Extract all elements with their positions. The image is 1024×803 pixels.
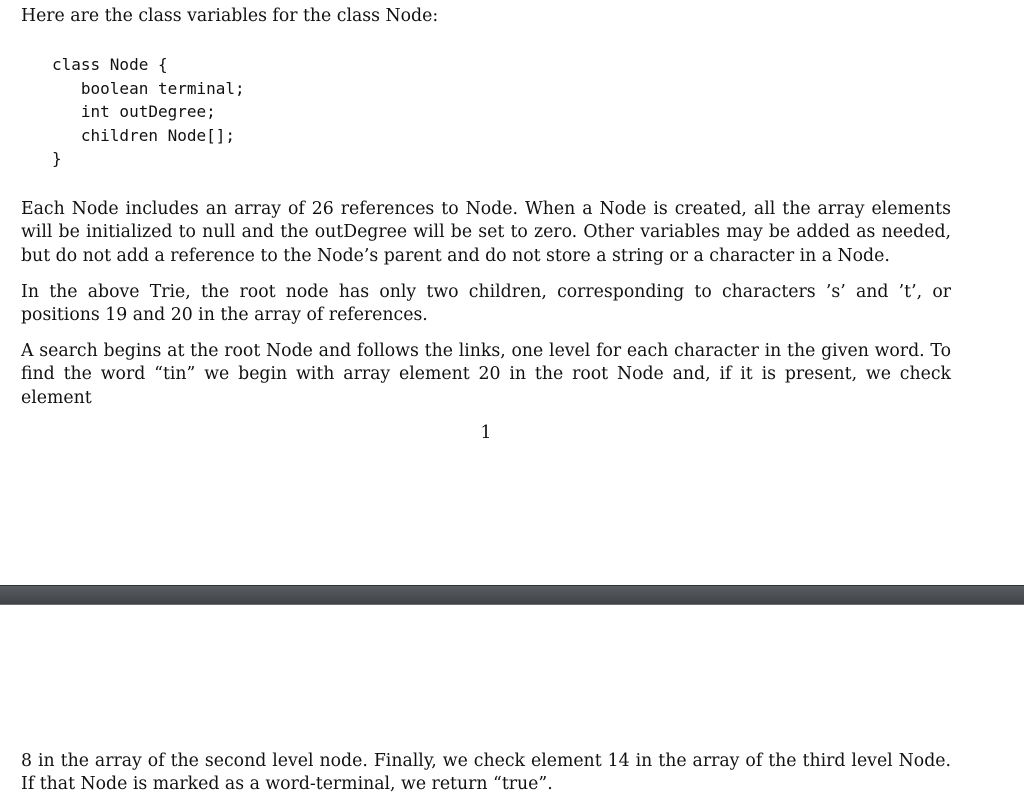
code-line: children Node[]; (52, 125, 236, 145)
code-line: } (52, 149, 62, 168)
code-block (52, 53, 245, 171)
paragraph-search-start: A search begins at the root Node and follows the links, one level for each character in the given word. To find the word “tin” we begin with array element 20 in the root Node and, if it is present, we check element (21, 341, 951, 408)
code-line: class Node { (52, 55, 168, 74)
document-page-2 (0, 605, 1024, 803)
page-separator (0, 585, 1024, 605)
page-number: 1 (480, 423, 492, 443)
code-line: boolean terminal; (52, 78, 245, 98)
paragraph-root-children: In the above Trie, the root node has only two children, corresponding to characters ’s’ and ’t’, or positions 19 and 20 in the array of references. (21, 282, 951, 326)
intro-text: Here are the class variables for the class Node: (21, 6, 439, 26)
paragraph-node-description: Each Node includes an array of 26 references to Node. When a Node is created, all the array elements will be initialized to null and the outDegree will be set to zero. Other variables may be added as needed, but do not add a reference to the Node’s parent and do not store a string or a character in a Node. (21, 199, 951, 266)
code-line: int outDegree; (52, 102, 216, 121)
paragraph-search-continued: 8 in the array of the second level node. Finally, we check element 14 in the array of the third level Node. If that Node is marked as a word-terminal, we return “true”. (21, 751, 951, 795)
